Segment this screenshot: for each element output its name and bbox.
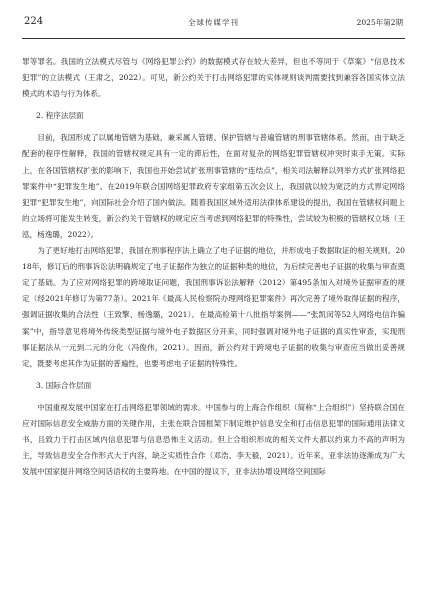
page-header <box>0 14 427 40</box>
issue-label: 2025年第2期 <box>356 18 403 27</box>
paragraph: 目前，我国形成了以属地管辖为基础，兼采属人管辖、保护管辖与普遍管辖的刑事管辖体系。然而，由于缺乏配套的程序性解释，我国的管辖权规定具有一定的滞后性，在面对复杂的网络犯罪管辖权冲突时束手无策。实际上，在各国管辖权扩张的影响下，我国也开始尝试扩张刑事管辖的“连结点”，相关司法解释以列举方式扩张网络犯罪案件中“犯罪发生地”。在2019年联合国网络犯罪政府专家组第五次会议上，我国就以较为宽泛的方式界定网络犯罪“犯罪发生地”，向国际社会介绍了国内做法。随着我国区域外适用法律体系建设的提出，我国在管辖权问题上的立场将可能发生转变，新公约关于管辖权的规定应当考虑到网络犯罪的特殊性，尝试较为积极的管辖权立场（王泓，杨逸璐，2022）。 <box>22 133 405 239</box>
header-rule <box>22 38 405 39</box>
article-body <box>22 54 405 480</box>
section-heading: 3. 国际合作层面 <box>36 380 92 390</box>
paragraph: 罪等罪名。我国的立法模式尽管与《网络犯罪公约》的数据模式存在较大差异，但也不等同于《草案》“信息技术犯罪”的立法模式（王肃之，2022）。可见，新公约关于打击网络犯罪的实体规则谈判需要找到兼容各国实体立法模式的术语与行为体系。 <box>22 57 405 99</box>
paragraph: 中国重视发展中国家在打击网络犯罪领域的需求。中国参与的上海合作组织（简称“上合组织”）坚持联合国在应对国际信息安全威胁方面的关键作用，主张在联合国框架下制定维护信息安全和打击信息犯罪的国际通用法律文书，且致力于打击区域内信息犯罪与信息恐怖主义活动。但上合组织形成的相关文件大都以约束力不高的声明为主，导致信息安全合作形式大于内容，缺乏实质性合作（邓浩、李天毅，2021）。近年来，亚非法协逐渐成为广大发展中国家提升网络空间话语权的主要阵地。在中国的提议下，亚非法协增设网络空间国际 <box>22 402 405 477</box>
paragraph: 为了更好地打击网络犯罪，我国在刑事程序法上确立了电子证据的地位，并形成电子数据取证的相关规则。2018年，修订后的刑事诉讼法明确规定了电子证据作为独立的证据种类的地位，为后续完善电子证据的收集与审查奠定了基础。为了应对网络犯罪的跨境取证问题，我国刑事诉讼法解释（2012）第495条加入对境外证据审查的规定（经2021年修订为第77条）。2021年《最高人民检察院办理网络犯罪案件》再次完善了境外取得证据的程序，强调证据收集的合法性（王致擎、杨逸璐，2021）。在最高检第十八批指导案例——“张凯闵等52人网络电信诈骗案”中，指导意见将境外传统类型证据与境外电子数据区分开来，同时强调对境外电子证据的真实性审查，实现刑事证据法从一元到二元的分化（冯俊伟，2021）。因而，新公约对于跨境电子证据的收集与审查应当做出妥善规定，既要考虑其作为证据的普遍性，也要考虑电子证据的特殊性。 <box>22 246 405 368</box>
journal-title: 全球传媒学刊 <box>188 18 239 27</box>
page-number: 224 <box>24 16 44 27</box>
section-heading: 2. 程序法层面 <box>36 111 84 121</box>
